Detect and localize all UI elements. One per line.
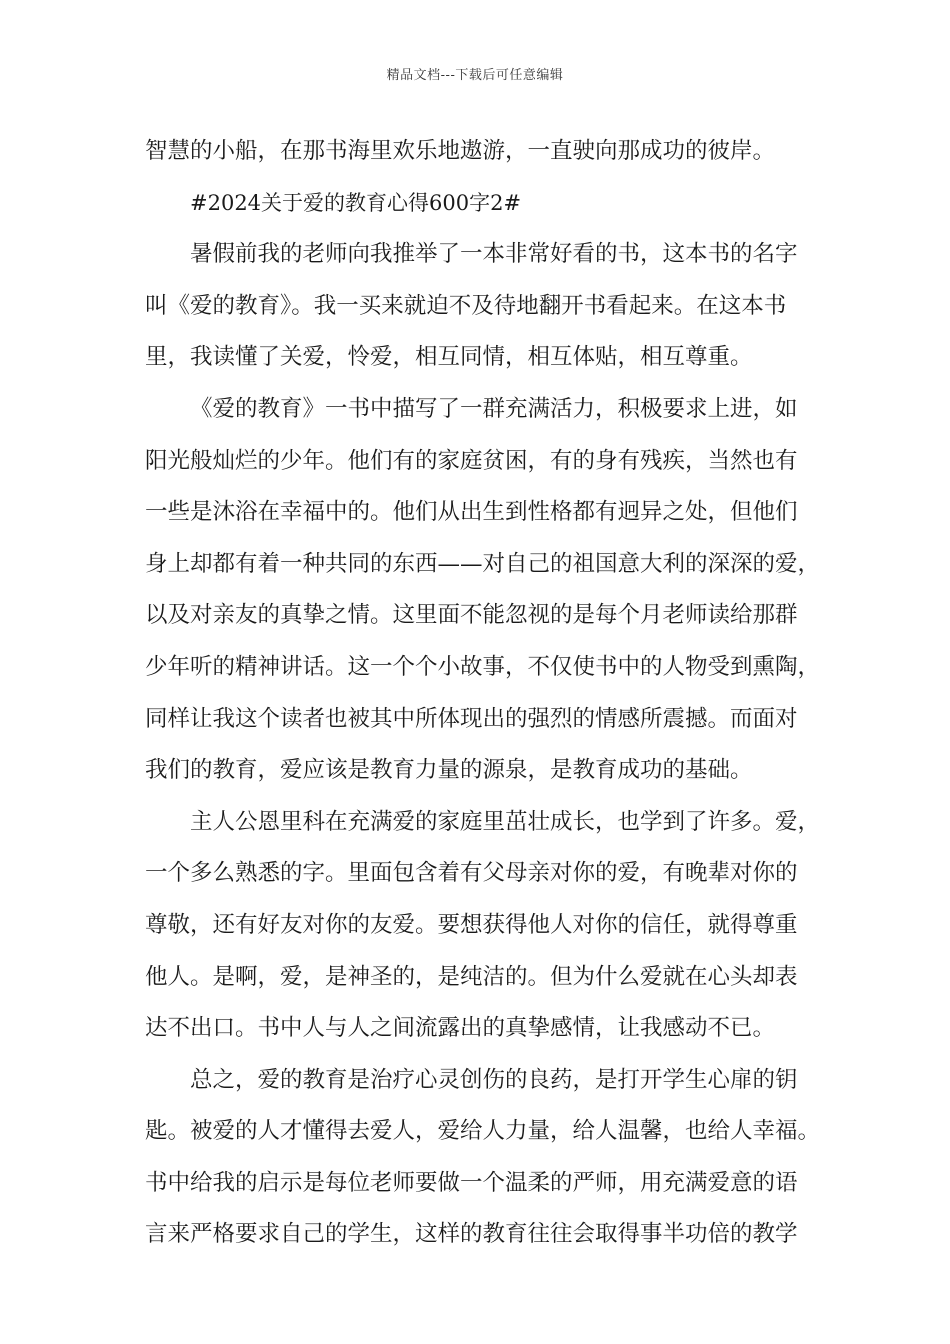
text-line: 身上却都有着一种共同的东西——对自己的祖国意大利的深深的爱， [145, 550, 821, 577]
text-line: 叫《爱的教育》。我一买来就迫不及待地翻开书看起来。在这本书 [145, 292, 787, 319]
section-heading: #2024关于爱的教育心得600字2# [190, 190, 522, 215]
paragraph-start: 《爱的教育》一书中描写了一群充满活力，积极要求上进，如 [190, 395, 798, 422]
text-line: 一些是沐浴在幸福中的。他们从出生到性格都有迥异之处，但他们 [145, 499, 798, 526]
text-line: 阳光般灿烂的少年。他们有的家庭贫困，有的身有残疾，当然也有 [145, 447, 798, 474]
paragraph-start: 主人公恩里科在充满爱的家庭里茁壮成长，也学到了许多。爱， [190, 808, 821, 835]
document-body [145, 126, 821, 1261]
text-line: 以及对亲友的真挚之情。这里面不能忽视的是每个月老师读给那群 [145, 602, 798, 629]
text-line: 我们的教育，爱应该是教育力量的源泉，是教育成功的基础。 [145, 757, 753, 784]
text-line: 言来严格要求自己的学生，这样的教育往往会取得事半功倍的教学 [145, 1221, 798, 1248]
text-line: 他人。是啊，爱，是神圣的，是纯洁的。但为什么爱就在心头却表 [145, 963, 798, 990]
text-line: 里，我读懂了关爱，怜爱，相互同情，相互体贴，相互尊重。 [145, 344, 753, 371]
text-line: 匙。被爱的人才懂得去爱人，爱给人力量，给人温馨，也给人幸福。 [145, 1118, 821, 1145]
page-header: 精品文档---下载后可任意编辑 [386, 68, 564, 83]
text-line: 尊敬，还有好友对你的友爱。要想获得他人对你的信任，就得尊重 [145, 911, 798, 938]
text-line: 同样让我这个读者也被其中所体现出的强烈的情感所震撼。而面对 [145, 705, 798, 732]
text-line: 书中给我的启示是每位老师要做一个温柔的严师，用充满爱意的语 [145, 1169, 798, 1196]
text-line: 少年听的精神讲话。这一个个小故事，不仅使书中的人物受到熏陶， [145, 653, 821, 680]
paragraph-start: 暑假前我的老师向我推举了一本非常好看的书，这本书的名字 [190, 241, 798, 268]
paragraph-start: 总之，爱的教育是治疗心灵创伤的良药，是打开学生心扉的钥 [190, 1066, 798, 1093]
text-line: 一个多么熟悉的字。里面包含着有父母亲对你的爱，有晚辈对你的 [145, 860, 798, 887]
text-line: 智慧的小船，在那书海里欢乐地遨游，一直驶向那成功的彼岸。 [145, 138, 776, 164]
text-line: 达不出口。书中人与人之间流露出的真挚感情，让我感动不已。 [145, 1015, 776, 1042]
